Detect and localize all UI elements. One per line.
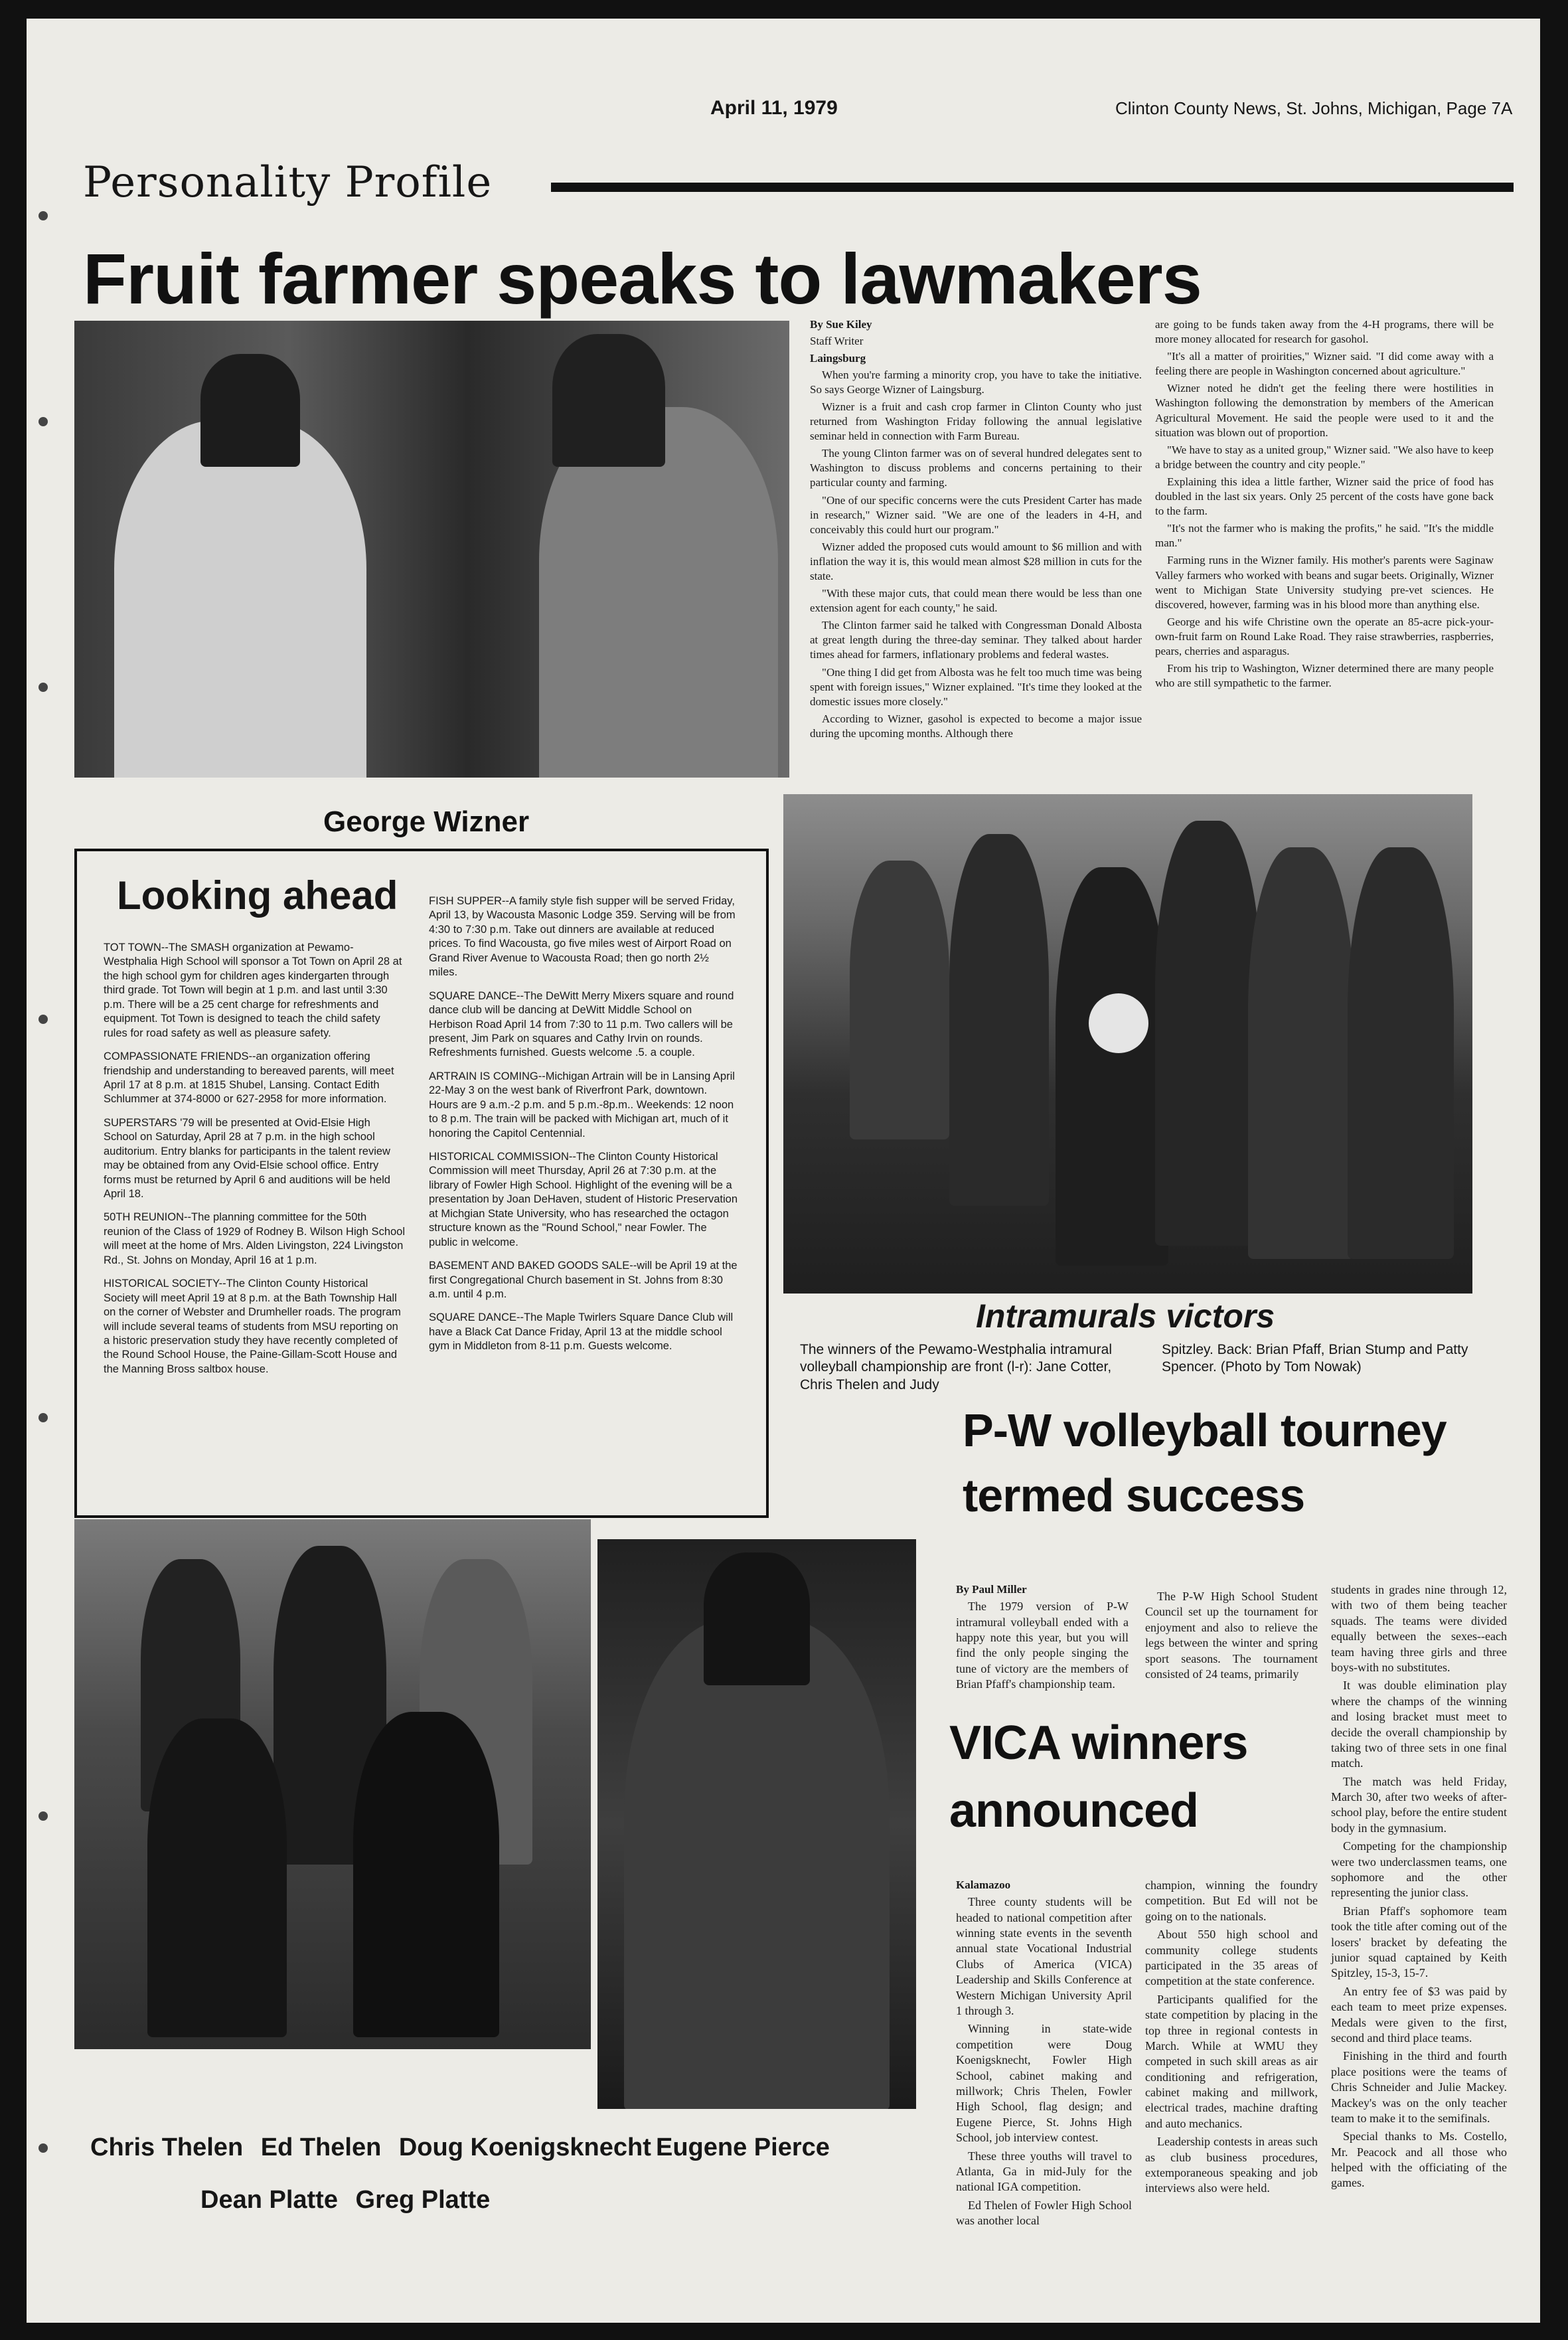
paragraph: An entry fee of $3 was paid by each team to meet prize expenses. Medals were given to the first, second and third place teams. — [1331, 1984, 1507, 2045]
paragraph: It was double elimination play where the champs of the winning and losing bracket must meet to decide the overall championship by taking two of three sets in one final match. — [1331, 1679, 1507, 1770]
profile-column-2 — [1155, 317, 1494, 693]
volleyball-image — [1089, 993, 1148, 1053]
byline-name: By Sue Kiley — [810, 318, 872, 331]
headline-line: announced — [949, 1784, 1199, 1837]
wizner-caption: George Wizner — [323, 805, 530, 838]
section-title: Personality Profile — [83, 158, 493, 207]
newspaper-page — [27, 19, 1540, 2323]
student-name: Ed Thelen — [260, 2133, 382, 2161]
paragraph: The Clinton farmer said he talked with Congressman Donald Albosta at great length during the three-day seminar. They talked about harder times ahead for farmers, inflationary problems and federal wastes. — [810, 619, 1142, 661]
vica-headline — [949, 1718, 1247, 1836]
registration-mark — [39, 1811, 48, 1821]
paper-name-page: Clinton County News, St. Johns, Michigan, Page 7A — [1115, 98, 1513, 118]
person-figure — [949, 834, 1049, 1206]
paragraph: Special thanks to Ms. Costello, Mr. Peacock and all those who helped with the officiating of the games. — [1331, 2130, 1507, 2190]
headline-line: termed success — [963, 1469, 1305, 1521]
student-name: Dean Platte — [200, 2186, 338, 2214]
event-item: COMPASSIONATE FRIENDS--an organization offering friendship and understanding to bereaved parents, will meet April 17 at 8 p.m. at 1815 Shubel, Lansing. Contact Edith Schlummer at 374-8000 or 627-2958 for more information. — [104, 1050, 394, 1106]
paragraph: Wizner noted he didn't get the feeling there were hostilities in Washington following the demonstration by members of the American Agricultural Movement. He said the people were used to it and the situation was blown out of proportion. — [1155, 382, 1494, 439]
paragraph: students in grades nine through 12, with two of them being teacher squads. The teams were divided equally between the sexes--each team having three girls and three boys-with no substitutes. — [1331, 1583, 1507, 1674]
registration-mark — [39, 683, 48, 692]
paragraph: Brian Pfaff's sophomore team took the title after coming out of the losers' bracket by defeating the junior squad captained by Keith Spitzley, 15-3, 15-7. — [1331, 1904, 1507, 1980]
event-item: 50TH REUNION--The planning committee for the 50th reunion of the Class of 1929 of Rodney B. Wilson High School will meet at the home of Mrs. Alden Livingston, 224 Livingston Rd., St. Johns on Monday, April 16 at 1 p.m. — [104, 1211, 406, 1266]
event-item: HISTORICAL SOCIETY--The Clinton County Historical Society will meet April 19 at 8 p.m. at the Bath Township Hall on the corner of Webster and Drumheller roads. The program will include several teams of students from MSU reporting on a historic preservation study they have recently completed of the Round School House, the Paine-Gillam-Scott House and the Manning Bross saltbox house. — [104, 1278, 401, 1375]
paragraph: "It's all a matter of proirities," Wizner said. "I did come away with a feeling there are people in Washington concerned about agriculture." — [1155, 350, 1494, 378]
vica-names-row-1 — [90, 2133, 651, 2162]
dateline: Laingsburg — [810, 351, 866, 365]
person-figure — [353, 1712, 499, 2037]
registration-mark — [39, 2143, 48, 2153]
paragraph: According to Wizner, gasohol is expected to become a major issue during the upcoming months. Although there — [810, 712, 1142, 740]
person-figure — [147, 1718, 287, 2037]
paragraph: Farming runs in the Wizner family. His mother's parents were Saginaw Valley farmers who worked with beans and sugar beets. Originally, Wizner went to Michigan State University studying pre-vet sciences. He discovered, however, farming was in his blood more than anything else. — [1155, 554, 1494, 611]
event-item: BASEMENT AND BAKED GOODS SALE--will be April 19 at the first Congregational Church basement in St. Johns from 8:30 a.m. until 4 p.m. — [429, 1260, 738, 1300]
volleyball-column-3 — [1331, 1582, 1507, 2194]
paragraph: Winning in state-wide competition were Doug Koenigsknecht, Fowler High School, cabinet making and millwork; Chris Thelen, Fowler High School, flag design; and Eugene Pierce, St. Johns High School, job interview contest. — [956, 2022, 1132, 2145]
paragraph: Finishing in the third and fourth place positions were the teams of Chris Schneider and Julie Mackey. Mackey's was on the only teacher team to make it to the semifinals. — [1331, 2049, 1507, 2125]
paragraph: "One thing I did get from Albosta was he felt too much time was being spent with foreign issues," Wizner explained. "It's time they looked at the domestic issues more closely." — [810, 665, 1142, 708]
intramurals-title: Intramurals victors — [976, 1297, 1275, 1335]
headline-line: VICA winners — [949, 1716, 1248, 1770]
person-figure — [850, 861, 949, 1139]
vica-names-row-2 — [200, 2186, 490, 2215]
paragraph: Ed Thelen of Fowler High School was another local — [956, 2198, 1132, 2228]
headline-line: P-W volleyball tourney — [963, 1404, 1447, 1456]
paragraph: About 550 high school and community college students participated in the 35 areas of competition at the state conference. — [1145, 1928, 1318, 1988]
event-item: FISH SUPPER--A family style fish supper will be served Friday, April 13, by Wacousta Masonic Lodge 359. Serving will be from 4:30 to 7:30 p.m. Take out dinners are available at reduced prices. To find Wacousta, go five miles west of Airport Road on Grand River Avenue to Wacousta Road; then go north 2½ miles. — [429, 895, 736, 979]
profile-column-1 — [810, 317, 1142, 744]
paragraph: Three county students will be headed to national competition after winning state events in the seventh annual state Vocational Industrial Clubs of America (VICA) Leadership and Skills Conference at Western Michigan University April 1 through 3. — [956, 1895, 1132, 2017]
registration-mark — [39, 417, 48, 426]
section-rule — [551, 183, 1514, 192]
person-figure — [1348, 847, 1454, 1259]
person-figure — [1056, 867, 1168, 1266]
event-item: SQUARE DANCE--The Maple Twirlers Square Dance Club will have a Black Cat Dance Friday, April 13 at the middle school gym in Middleton from 8-11 p.m. Guests welcome. — [429, 1311, 734, 1353]
paragraph: These three youths will travel to Atlanta, Ga in mid-July for the national IGA competition. — [956, 2149, 1132, 2194]
person-figure — [1155, 821, 1261, 1246]
paragraph: Participants qualified for the state competition by placing in the top three in regional contests in March. While at WMU they competed in such skill areas as air conditioning and refrigeration, cabinet making and millwork, electrical trades, machine drafting and auto mechanics. — [1145, 1992, 1318, 2130]
volleyball-headline — [963, 1406, 1447, 1520]
person-head — [704, 1552, 810, 1685]
event-item: SUPERSTARS '79 will be presented at Ovid-Elsie High School on Saturday, April 28 at 7 p.m. in the high school auditorium. Entry blanks for participants in the talent review may be obtained from any Ovid-Elsie school office. Entry forms must be returned by April 6 and auditions will be held April 18. — [104, 1116, 390, 1200]
registration-mark — [39, 211, 48, 220]
paragraph: George and his wife Christine own the operate an 85-acre pick-your-own-fruit farm on Round Lake Road. They raise strawberries, raspberries, pears, cherries and asparagus. — [1155, 615, 1494, 657]
vica-column-1 — [956, 1878, 1132, 2231]
intramurals-photo — [783, 794, 1472, 1294]
byline-title: Staff Writer — [810, 335, 864, 348]
person-head — [200, 354, 300, 467]
registration-mark — [39, 1413, 48, 1422]
volleyball-column-2 — [1145, 1589, 1318, 1685]
paragraph: "One of our specific concerns were the cuts President Carter has made in research," Wizner said. "We are one of the leaders in 4-H, and conceivably this could hurt our program." — [810, 493, 1142, 536]
person-figure — [114, 420, 366, 778]
paragraph: "With these major cuts, that could mean there would be less than one extension agent for each county," he said. — [810, 587, 1142, 615]
student-name: Greg Platte — [355, 2186, 491, 2214]
event-item: TOT TOWN--The SMASH organization at Pewamo-Westphalia High School will sponsor a Tot Town on April 28 at the high school gym for children ages kindergarten through third grade. Tot Town will begin at 1 p.m. and last until 3:30 p.m. There will be a 25 cent charge for refreshments and equipment. Tot Town is designed to teach the child safety rules for road safety as well as pleasure safety. — [104, 942, 402, 1039]
caption-left: The winners of the Pewamo-Westphalia intramural volleyball championship are front (l-r): Jane Cotter, Chris Thelen and Judy — [800, 1342, 1112, 1392]
eugene-caption: Eugene Pierce — [656, 2133, 830, 2161]
paragraph: From his trip to Washington, Wizner determined there are many people who are still sympathetic to the farmer. — [1155, 662, 1494, 690]
paragraph: The P-W High School Student Council set up the tournament for enjoyment and also to relieve the legs between the winter and spring sport seasons. The tournament consisted of 24 teams, primarily — [1145, 1590, 1318, 1681]
paragraph: are going to be funds taken away from the 4-H programs, there will be more money allocated for research for gasohol. — [1155, 318, 1494, 346]
person-figure — [624, 1619, 890, 2109]
volleyball-column-1 — [956, 1582, 1129, 1695]
paragraph: The match was held Friday, March 30, after two weeks of after-school play, before the entire student body in the gymnasium. — [1331, 1774, 1507, 1835]
paragraph: Wizner added the proposed cuts would amount to $6 million and with inflation the way it is, this would mean almost $28 million in cuts for the state. — [810, 540, 1142, 582]
dateline: Kalamazoo — [956, 1879, 1011, 1891]
student-name: Doug Koenigsknecht — [398, 2133, 651, 2161]
main-headline: Fruit farmer speaks to lawmakers — [83, 238, 1202, 319]
paragraph: "We have to stay as a united group," Wizner said. "We also have to keep a bridge between the country and city people." — [1155, 443, 1494, 471]
vica-group-photo — [74, 1519, 591, 2049]
paragraph: champion, winning the foundry competition. But Ed will not be going on to the nationals. — [1145, 1879, 1318, 1923]
issue-date: April 11, 1979 — [710, 97, 838, 119]
event-item: ARTRAIN IS COMING--Michigan Artrain will be in Lansing April 22-May 3 on the west bank of Riverfront Park, downtown. Hours are 9 a.m.-2 p.m. and 5 p.m.-8p.m.. Weekends: 12 noon to 8 p.m. The train will be packed with Michigan art, much of it honoring the Capitol Centennial. — [429, 1070, 735, 1139]
person-head — [552, 334, 665, 467]
registration-mark — [39, 1015, 48, 1024]
wizner-photo — [74, 321, 789, 778]
person-figure — [1248, 847, 1354, 1259]
paragraph: Leadership contests in areas such as club business procedures, extemporaneous speaking and job interviews also were held. — [1145, 2135, 1318, 2195]
paragraph: "It's not the farmer who is making the profits," he said. "It's the middle man." — [1155, 522, 1494, 550]
eugene-pierce-photo — [597, 1539, 916, 2109]
looking-ahead-box — [74, 849, 769, 1518]
paragraph: Competing for the championship were two underclassmen teams, one sophomore and the other representing the junior class. — [1331, 1839, 1507, 1900]
byline: By Paul Miller — [956, 1583, 1027, 1596]
event-item: HISTORICAL COMMISSION--The Clinton County Historical Commission will meet Thursday, April 26 at 7:30 p.m. at the library of Fowler High School. Highlight of the evening will be a presentation by Joan DeHaven, student of Historic Preservation at Michgian State University, who has researched the octagon structure known as the "Round School," near Fowler. The public in welcome. — [429, 1151, 738, 1248]
student-name: Chris Thelen — [90, 2133, 244, 2161]
paragraph: Wizner is a fruit and cash crop farmer in Clinton County who just returned from Washington Friday following the annual legislative seminar held in connection with Farm Bureau. — [810, 400, 1142, 443]
looking-ahead-left-column — [104, 941, 406, 1386]
looking-ahead-right-column — [429, 894, 738, 1363]
paragraph: When you're farming a minority crop, you have to take the initiative. So says George Wizner of Laingsburg. — [810, 368, 1142, 396]
event-item: SQUARE DANCE--The DeWitt Merry Mixers square and round dance club will be dancing at DeWitt Middle School on Herbison Road April 14 from 7:30 to 11 p.m. Two callers will be present, Jim Park on squares and Cathy Irvin on rounds. Refreshments furnished. Guests welcome .5. a couple. — [429, 989, 734, 1059]
looking-ahead-title: Looking ahead — [117, 873, 398, 918]
vica-column-2 — [1145, 1878, 1318, 2199]
paragraph: The young Clinton farmer was on of several hundred delegates sent to Washington to discuss problems and concerns pertaining to their particular county and farming. — [810, 447, 1142, 489]
paragraph: Explaining this idea a little farther, Wizner said the price of food has doubled in the last six years. Only 25 percent of the costs have gone back to the farm. — [1155, 475, 1494, 518]
caption-right: Spitzley. Back: Brian Pfaff, Brian Stump and Patty Spencer. (Photo by Tom Nowak) — [1162, 1342, 1468, 1375]
paragraph: The 1979 version of P-W intramural volleyball ended with a happy note this year, but you will find the only people singing the tune of victory are the members of Brian Pfaff's championship team. — [956, 1600, 1129, 1691]
